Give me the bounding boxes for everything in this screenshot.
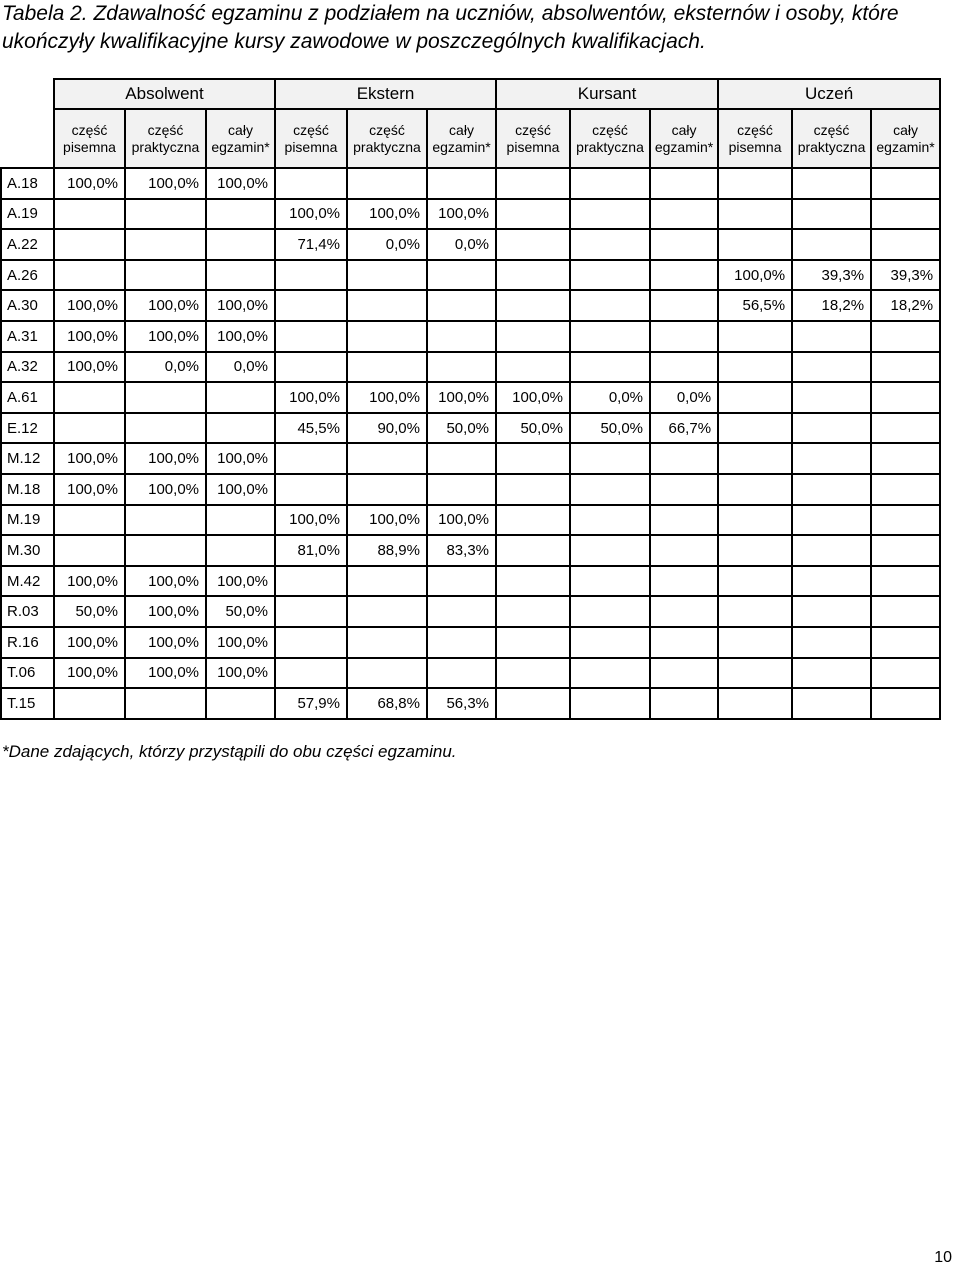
qualification-code: T.15 — [1, 688, 54, 719]
table-cell — [347, 474, 427, 505]
table-cell — [650, 535, 718, 566]
table-cell — [427, 566, 496, 597]
table-cell — [125, 229, 206, 260]
table-cell — [792, 535, 871, 566]
table-cell — [792, 474, 871, 505]
table-cell — [125, 413, 206, 444]
table-cell — [496, 474, 570, 505]
qualification-code: M.42 — [1, 566, 54, 597]
table-cell: 100,0% — [54, 352, 125, 383]
table-cell — [54, 199, 125, 230]
qualification-code: R.03 — [1, 596, 54, 627]
group-header-absolwent: Absolwent — [54, 79, 275, 109]
table-cell: 50,0% — [54, 596, 125, 627]
table-cell — [570, 535, 650, 566]
table-cell: 100,0% — [347, 382, 427, 413]
corner-cell — [1, 109, 54, 168]
table-cell: 100,0% — [206, 443, 275, 474]
qualification-code: A.30 — [1, 290, 54, 321]
table-cell: 50,0% — [496, 413, 570, 444]
table-cell — [871, 229, 940, 260]
table-cell — [347, 352, 427, 383]
table-cell: 83,3% — [427, 535, 496, 566]
footnote: *Dane zdających, którzy przystąpili do obu części egzaminu. — [2, 742, 457, 761]
table-cell — [496, 658, 570, 689]
table-cell — [792, 566, 871, 597]
table-cell — [718, 443, 792, 474]
sub-header-cell: część praktyczna — [570, 109, 650, 168]
table-cell: 100,0% — [206, 321, 275, 352]
table-row — [1, 658, 940, 689]
table-cell — [427, 596, 496, 627]
table-cell — [570, 443, 650, 474]
table-cell: 56,3% — [427, 688, 496, 719]
table-cell: 100,0% — [206, 474, 275, 505]
table-cell — [650, 352, 718, 383]
table-cell — [718, 382, 792, 413]
table-row — [1, 505, 940, 536]
table-cell: 100,0% — [125, 290, 206, 321]
table-cell — [496, 566, 570, 597]
table-cell — [792, 596, 871, 627]
table-cell — [718, 474, 792, 505]
table-cell: 100,0% — [427, 382, 496, 413]
table-cell — [496, 688, 570, 719]
table-cell: 100,0% — [125, 168, 206, 199]
table-cell — [871, 596, 940, 627]
qualification-code: A.18 — [1, 168, 54, 199]
table-cell — [496, 627, 570, 658]
qualification-code: A.32 — [1, 352, 54, 383]
table-cell — [792, 168, 871, 199]
group-header-kursant: Kursant — [496, 79, 718, 109]
table-cell — [570, 566, 650, 597]
table-cell: 100,0% — [206, 168, 275, 199]
table-cell — [125, 505, 206, 536]
table-cell — [347, 443, 427, 474]
table-cell — [718, 321, 792, 352]
table-cell — [650, 290, 718, 321]
table-cell — [871, 321, 940, 352]
table-cell — [871, 658, 940, 689]
table-cell — [570, 260, 650, 291]
sub-header-cell: cały egzamin* — [206, 109, 275, 168]
table-cell: 100,0% — [125, 566, 206, 597]
table-cell — [871, 474, 940, 505]
table-cell — [125, 382, 206, 413]
table-cell: 100,0% — [54, 321, 125, 352]
sub-header-cell: część pisemna — [496, 109, 570, 168]
table-row — [1, 443, 940, 474]
table-cell — [496, 505, 570, 536]
table-cell — [718, 566, 792, 597]
table-cell — [570, 627, 650, 658]
table-cell — [718, 505, 792, 536]
table-cell: 57,9% — [275, 688, 347, 719]
table-cell: 71,4% — [275, 229, 347, 260]
table-cell — [871, 566, 940, 597]
table-cell: 0,0% — [125, 352, 206, 383]
table-cell — [275, 443, 347, 474]
table-cell: 100,0% — [427, 505, 496, 536]
table-cell — [427, 658, 496, 689]
table-cell: 18,2% — [792, 290, 871, 321]
table-cell — [206, 505, 275, 536]
qualification-code: A.61 — [1, 382, 54, 413]
table-cell: 90,0% — [347, 413, 427, 444]
table-cell — [206, 260, 275, 291]
table-cell: 100,0% — [125, 596, 206, 627]
table-cell — [718, 199, 792, 230]
table-cell — [275, 566, 347, 597]
table-cell — [792, 688, 871, 719]
table-cell: 100,0% — [125, 443, 206, 474]
table-cell — [871, 413, 940, 444]
sub-header-cell: część praktyczna — [792, 109, 871, 168]
qualification-code: T.06 — [1, 658, 54, 689]
table-cell — [792, 505, 871, 536]
table-cell — [54, 413, 125, 444]
qualification-code: M.18 — [1, 474, 54, 505]
table-cell: 0,0% — [206, 352, 275, 383]
table-cell — [496, 352, 570, 383]
qualification-code: M.19 — [1, 505, 54, 536]
table-cell — [275, 168, 347, 199]
table-cell — [570, 321, 650, 352]
table-cell — [792, 229, 871, 260]
table-row — [1, 352, 940, 383]
table-cell — [125, 688, 206, 719]
table-cell — [496, 443, 570, 474]
table-cell — [871, 535, 940, 566]
sub-header-row — [1, 109, 940, 168]
table-cell: 88,9% — [347, 535, 427, 566]
group-header-uczen: Uczeń — [718, 79, 940, 109]
table-cell — [650, 658, 718, 689]
table-cell — [718, 688, 792, 719]
table-cell — [792, 352, 871, 383]
table-cell: 0,0% — [570, 382, 650, 413]
table-cell — [792, 199, 871, 230]
table-cell — [275, 260, 347, 291]
table-row — [1, 566, 940, 597]
table-cell — [427, 474, 496, 505]
table-cell — [496, 229, 570, 260]
table-cell — [871, 199, 940, 230]
table-cell — [570, 596, 650, 627]
qualification-code: A.31 — [1, 321, 54, 352]
table-cell: 18,2% — [871, 290, 940, 321]
qualification-code: A.26 — [1, 260, 54, 291]
table-cell: 0,0% — [427, 229, 496, 260]
table-cell — [496, 168, 570, 199]
table-cell — [718, 535, 792, 566]
table-cell: 100,0% — [54, 443, 125, 474]
table-cell — [496, 199, 570, 230]
table-row — [1, 168, 940, 199]
table-cell — [570, 229, 650, 260]
qualification-code: E.12 — [1, 413, 54, 444]
table-cell — [570, 290, 650, 321]
table-cell — [650, 260, 718, 291]
table-cell: 100,0% — [275, 199, 347, 230]
table-cell — [570, 505, 650, 536]
table-row — [1, 474, 940, 505]
table-cell — [347, 658, 427, 689]
table-cell: 100,0% — [718, 260, 792, 291]
table-cell: 81,0% — [275, 535, 347, 566]
table-row — [1, 413, 940, 444]
sub-header-cell: część pisemna — [54, 109, 125, 168]
table-cell — [275, 474, 347, 505]
table-cell — [650, 688, 718, 719]
table-cell — [347, 627, 427, 658]
group-header-ekstern: Ekstern — [275, 79, 496, 109]
table-row — [1, 290, 940, 321]
table-cell — [427, 321, 496, 352]
sub-header-cell: część pisemna — [275, 109, 347, 168]
table-cell — [275, 658, 347, 689]
table-cell: 100,0% — [347, 505, 427, 536]
table-cell — [125, 260, 206, 291]
table-cell — [718, 627, 792, 658]
table-cell — [650, 566, 718, 597]
table-cell: 100,0% — [54, 658, 125, 689]
table-row — [1, 321, 940, 352]
table-cell — [427, 443, 496, 474]
table-cell: 100,0% — [54, 566, 125, 597]
table-cell — [206, 199, 275, 230]
table-cell — [275, 352, 347, 383]
table-cell — [496, 321, 570, 352]
table-cell: 100,0% — [206, 658, 275, 689]
table-cell: 100,0% — [275, 382, 347, 413]
table-cell: 45,5% — [275, 413, 347, 444]
table-cell — [718, 352, 792, 383]
qualification-code: M.30 — [1, 535, 54, 566]
table-cell: 100,0% — [275, 505, 347, 536]
table-cell — [496, 290, 570, 321]
table-cell — [54, 382, 125, 413]
table-cell — [792, 627, 871, 658]
table-cell: 100,0% — [496, 382, 570, 413]
table-cell: 56,5% — [718, 290, 792, 321]
table-cell — [570, 474, 650, 505]
table-cell — [206, 688, 275, 719]
table-cell — [570, 199, 650, 230]
table-cell: 100,0% — [54, 627, 125, 658]
corner-cell — [1, 79, 54, 109]
table-cell — [427, 352, 496, 383]
table-cell: 100,0% — [54, 474, 125, 505]
table-cell — [650, 474, 718, 505]
table-cell — [871, 168, 940, 199]
table-cell — [54, 260, 125, 291]
table-cell — [496, 596, 570, 627]
table-cell — [347, 168, 427, 199]
table-cell — [650, 596, 718, 627]
table-cell: 68,8% — [347, 688, 427, 719]
table-cell — [650, 199, 718, 230]
table-cell: 100,0% — [125, 627, 206, 658]
table-cell — [347, 596, 427, 627]
table-row — [1, 382, 940, 413]
table-row — [1, 229, 940, 260]
table-cell — [650, 627, 718, 658]
table-cell — [125, 199, 206, 230]
table-cell — [650, 321, 718, 352]
table-cell — [650, 443, 718, 474]
sub-header-cell: część praktyczna — [347, 109, 427, 168]
table-cell — [718, 229, 792, 260]
table-cell: 50,0% — [427, 413, 496, 444]
sub-header-cell: cały egzamin* — [427, 109, 496, 168]
table-cell — [570, 688, 650, 719]
qualification-code: R.16 — [1, 627, 54, 658]
table-cell — [496, 260, 570, 291]
pass-rate-table — [0, 78, 941, 720]
table-cell — [871, 505, 940, 536]
qualification-code: A.19 — [1, 199, 54, 230]
table-cell — [427, 168, 496, 199]
table-row — [1, 596, 940, 627]
table-cell — [650, 229, 718, 260]
table-cell: 100,0% — [347, 199, 427, 230]
table-cell — [871, 352, 940, 383]
table-cell: 39,3% — [792, 260, 871, 291]
table-cell — [54, 535, 125, 566]
table-cell: 66,7% — [650, 413, 718, 444]
table-cell: 100,0% — [125, 321, 206, 352]
table-cell — [427, 260, 496, 291]
table-cell: 100,0% — [206, 566, 275, 597]
table-cell — [570, 658, 650, 689]
table-cell: 50,0% — [206, 596, 275, 627]
sub-header-cell: część pisemna — [718, 109, 792, 168]
table-cell — [570, 168, 650, 199]
table-cell — [275, 596, 347, 627]
table-cell — [871, 627, 940, 658]
table-cell — [871, 688, 940, 719]
table-cell — [275, 321, 347, 352]
qualification-code: M.12 — [1, 443, 54, 474]
table-cell — [718, 596, 792, 627]
table-cell — [871, 382, 940, 413]
table-cell: 100,0% — [54, 290, 125, 321]
table-cell — [347, 260, 427, 291]
sub-header-cell: cały egzamin* — [871, 109, 940, 168]
table-cell: 50,0% — [570, 413, 650, 444]
table-caption: Tabela 2. Zdawalność egzaminu z podziałem na uczniów, absolwentów, eksternów i osoby, które ukończyły kwalifikacyjne kursy zawodowe w poszczególnych kwalifikacjach. — [2, 2, 899, 53]
table-cell — [125, 535, 206, 566]
table-cell — [54, 688, 125, 719]
table-cell — [347, 321, 427, 352]
table-cell — [792, 658, 871, 689]
sub-header-cell: część praktyczna — [125, 109, 206, 168]
table-cell — [871, 443, 940, 474]
table-cell — [792, 413, 871, 444]
table-cell — [718, 413, 792, 444]
table-cell — [792, 382, 871, 413]
table-cell: 100,0% — [206, 627, 275, 658]
table-body — [1, 168, 940, 719]
table-cell — [718, 168, 792, 199]
table-cell — [792, 443, 871, 474]
table-cell — [206, 413, 275, 444]
table-row — [1, 627, 940, 658]
table-cell — [792, 321, 871, 352]
table-cell — [718, 658, 792, 689]
table-cell: 0,0% — [650, 382, 718, 413]
table-cell — [347, 566, 427, 597]
table-cell — [275, 290, 347, 321]
table-cell: 0,0% — [347, 229, 427, 260]
table-cell: 100,0% — [206, 290, 275, 321]
table-cell — [54, 505, 125, 536]
table-row — [1, 535, 940, 566]
table-cell: 100,0% — [54, 168, 125, 199]
group-header-row — [1, 79, 940, 109]
table-cell — [206, 382, 275, 413]
table-cell — [427, 290, 496, 321]
table-cell — [650, 168, 718, 199]
table-cell — [206, 535, 275, 566]
qualification-code: A.22 — [1, 229, 54, 260]
sub-header-cell: cały egzamin* — [650, 109, 718, 168]
table-cell — [570, 352, 650, 383]
table-cell: 100,0% — [125, 658, 206, 689]
table-cell — [206, 229, 275, 260]
table-row — [1, 688, 940, 719]
table-cell — [347, 290, 427, 321]
table-row — [1, 260, 940, 291]
table-row — [1, 199, 940, 230]
table-cell — [496, 535, 570, 566]
page-number: 10 — [934, 1249, 952, 1266]
table-cell — [427, 627, 496, 658]
table-cell — [275, 627, 347, 658]
table-cell: 100,0% — [427, 199, 496, 230]
table-cell — [650, 505, 718, 536]
table-cell — [54, 229, 125, 260]
table-cell: 39,3% — [871, 260, 940, 291]
table-cell: 100,0% — [125, 474, 206, 505]
